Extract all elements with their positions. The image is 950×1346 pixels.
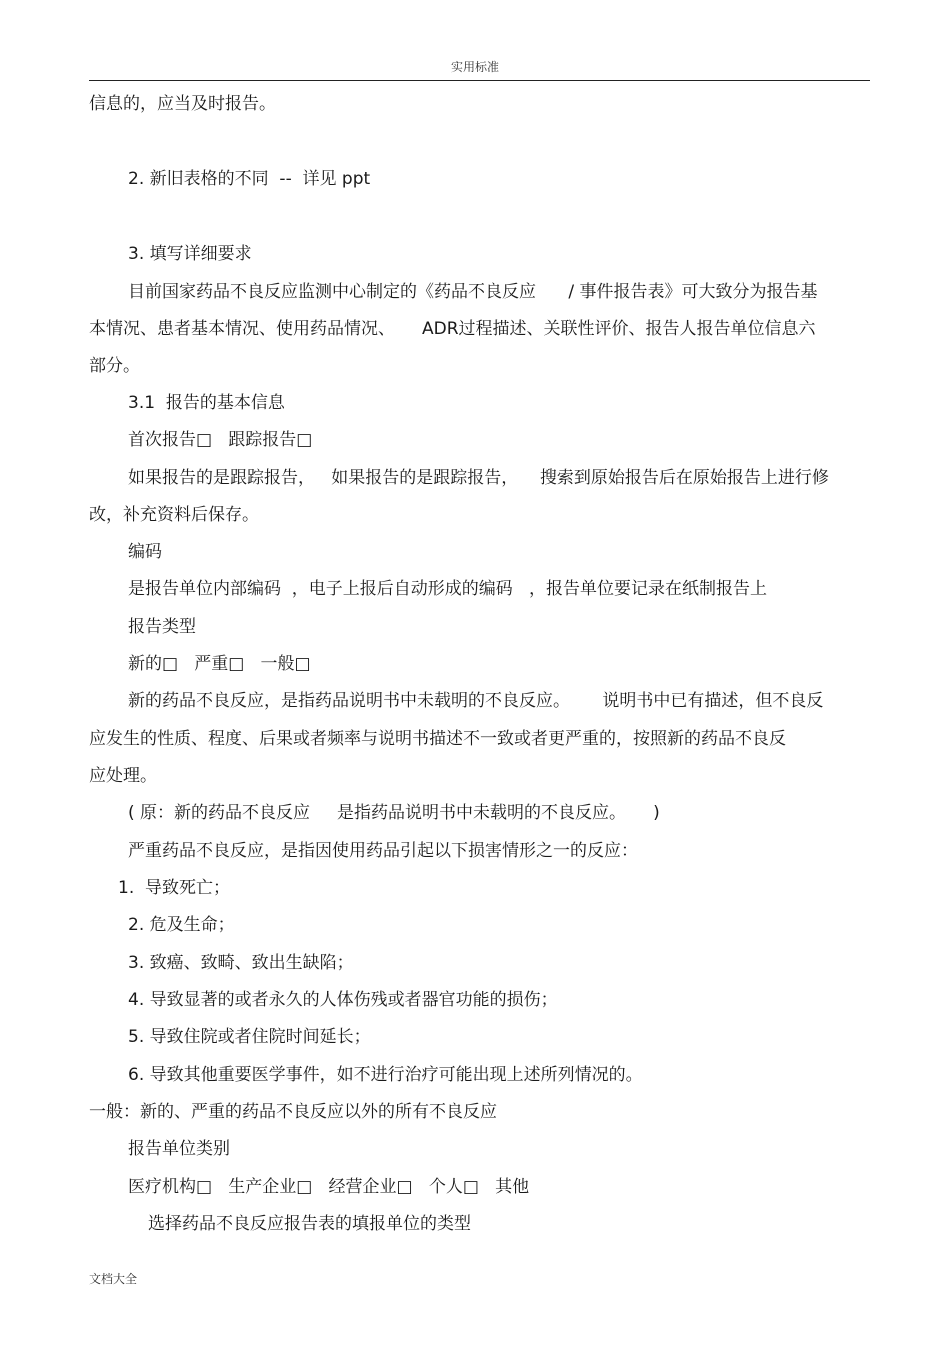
list-item: 5. 导致住院或者住院时间延长； — [128, 1027, 371, 1047]
text-line: 本情况、患者基本情况、使用药品情况、 ADR过程描述、关联性评价、报告人报告单位信息六 — [89, 319, 816, 339]
text-line: 选择药品不良反应报告表的填报单位的类型 — [148, 1214, 471, 1234]
text-line: ( 原：新的药品不良反应 是指药品说明书中未载明的不良反应。 ) — [128, 803, 660, 823]
text-line: 应发生的性质、程度、后果或者频率与说明书描述不一致或者更严重的，按照新的药品不良反 — [89, 729, 786, 749]
list-item: 4. 导致显著的或者永久的人体伤残或者器官功能的损伤； — [128, 990, 558, 1010]
list-item: 6. 导致其他重要医学事件，如不进行治疗可能出现上述所列情况的。 — [128, 1065, 643, 1085]
field-label: 报告单位类别 — [128, 1139, 230, 1159]
section-heading: 2. 新旧表格的不同 -- 详见 ppt — [128, 169, 371, 189]
list-item: 2. 危及生命； — [128, 915, 235, 935]
field-label: 编码 — [128, 542, 162, 562]
subsection-heading: 3.1 报告的基本信息 — [128, 393, 285, 413]
section-heading: 3. 填写详细要求 — [128, 244, 252, 264]
page-footer: 文档大全 — [89, 1272, 138, 1286]
text-line: 信息的，应当及时报告。 — [89, 94, 276, 114]
header-divider — [89, 80, 870, 81]
text-line: 如果报告的是跟踪报告， 如果报告的是跟踪报告， 搜索到原始报告后在原始报告上进行修 — [128, 468, 829, 488]
checkbox-options: 新的□ 严重□ 一般□ — [128, 654, 311, 674]
list-item: 1. 导致死亡； — [118, 878, 231, 898]
checkbox-options: 医疗机构□ 生产企业□ 经营企业□ 个人□ 其他 — [128, 1177, 530, 1197]
text-line: 新的药品不良反应，是指药品说明书中未载明的不良反应。 说明书中已有描述，但不良反 — [128, 691, 824, 711]
text-line: 严重药品不良反应，是指因使用药品引起以下损害情形之一的反应： — [128, 841, 638, 861]
page-header: 实用标准 — [450, 60, 499, 74]
text-line: 一般：新的、严重的药品不良反应以外的所有不良反应 — [89, 1102, 497, 1122]
field-label: 报告类型 — [128, 617, 196, 637]
text-line: 改，补充资料后保存。 — [89, 505, 259, 525]
text-line: 部分。 — [89, 356, 140, 376]
text-line: 目前国家药品不良反应监测中心制定的《药品不良反应 / 事件报告表》可大致分为报告基 — [128, 282, 818, 302]
text-line: 是报告单位内部编码 ，电子上报后自动形成的编码 ，报告单位要记录在纸制报告上 — [128, 579, 768, 599]
checkbox-options: 首次报告□ 跟踪报告□ — [128, 430, 313, 450]
list-item: 3. 致癌、致畸、致出生缺陷； — [128, 953, 354, 973]
text-line: 应处理。 — [89, 766, 157, 786]
